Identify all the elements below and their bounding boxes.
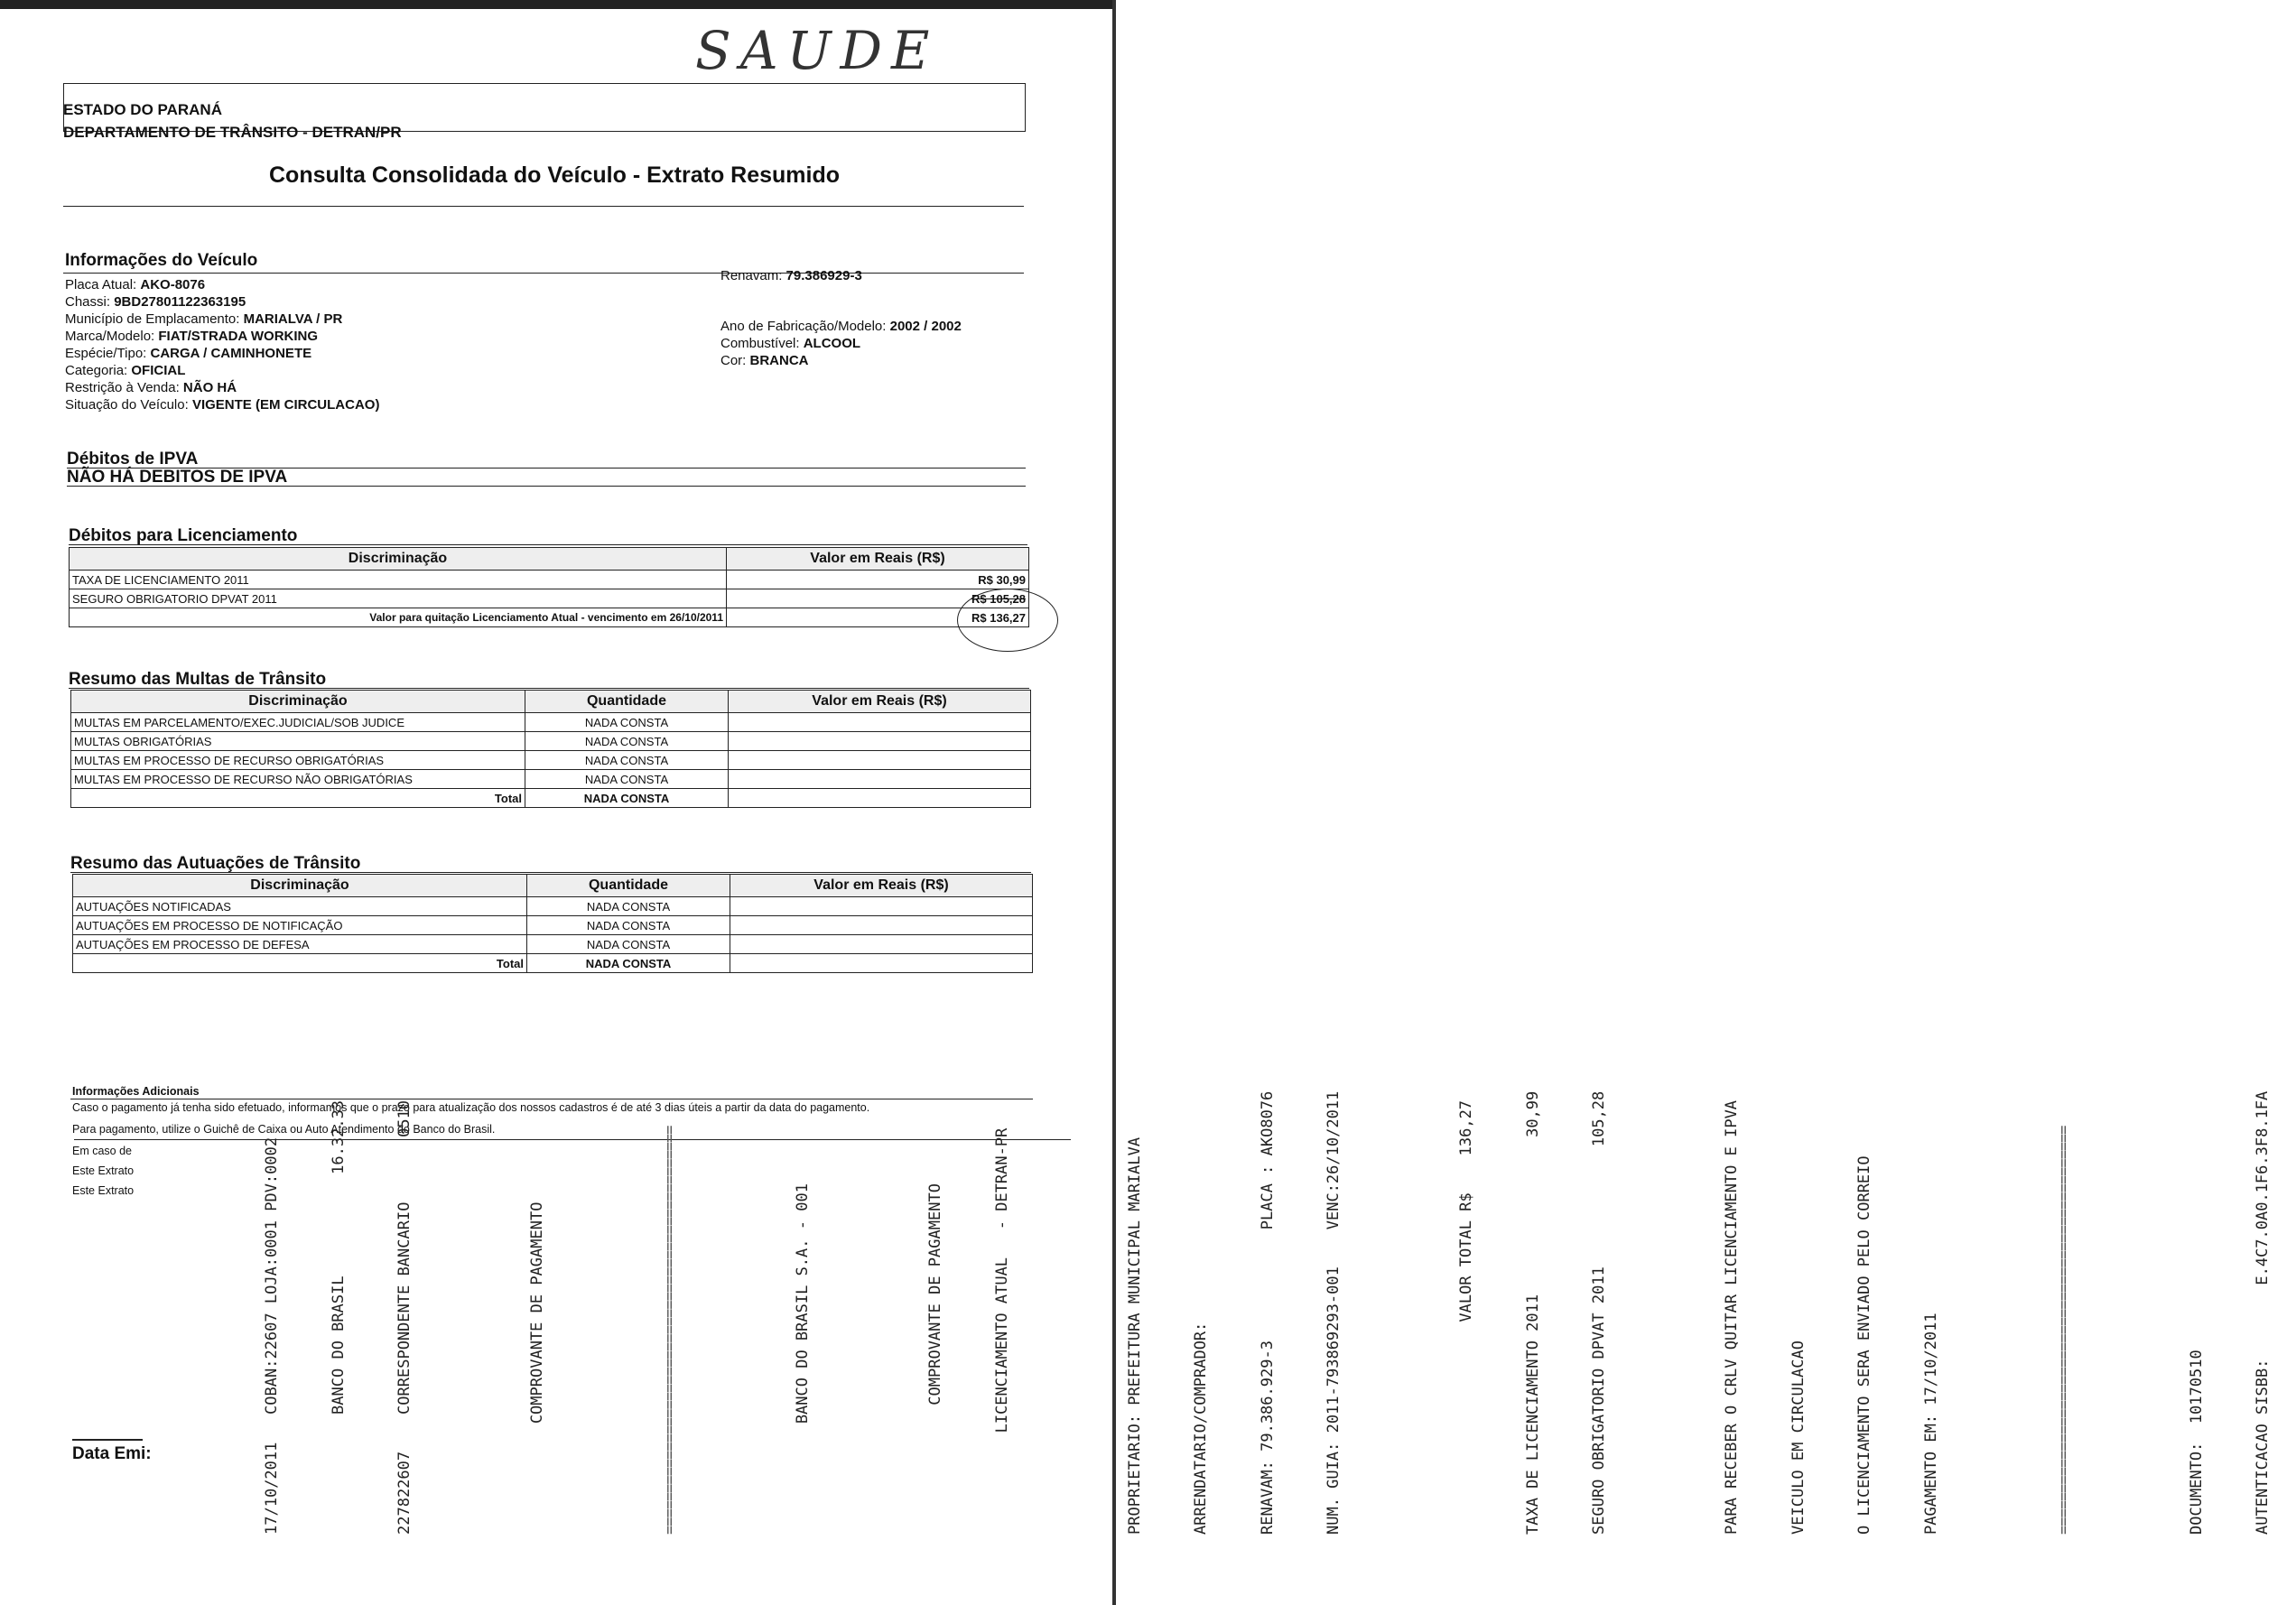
col-discriminacao: Discriminação: [70, 548, 727, 571]
vehicle-left-fields: [65, 276, 571, 413]
scan-border-top: [0, 0, 1116, 9]
row-desc: MULTAS EM PARCELAMENTO/EXEC.JUDICIAL/SOB JUDICE: [71, 713, 525, 732]
divider: [69, 544, 1027, 545]
field-chassi: Chassi: 9BD27801122363195: [65, 294, 246, 310]
receipt-separator: =================================================: [2054, 1126, 2073, 1535]
row-valor: [730, 897, 1033, 916]
table-row: [70, 589, 1029, 608]
receipt-line: 17/10/2011 COBAN:22607 LOJA:0001 PDV:0002: [263, 1136, 281, 1535]
row-valor: [729, 732, 1031, 751]
receipt-line: COMPROVANTE DE PAGAMENTO: [926, 1183, 944, 1535]
receipt-line: BANCO DO BRASIL 16.32.33: [329, 1099, 348, 1535]
handwritten-note: SAUDE: [695, 20, 939, 81]
total-qtd: NADA CONSTA: [527, 954, 730, 973]
col-discriminacao: Discriminação: [73, 875, 527, 897]
receipt-line: VALOR TOTAL R$ 136,27: [1457, 1099, 1475, 1535]
row-desc: SEGURO OBRIGATORIO DPVAT 2011: [70, 589, 727, 608]
divider: [63, 206, 1024, 207]
receipt-line: BANCO DO BRASIL S.A. - 001: [794, 1183, 812, 1535]
col-discriminacao: Discriminação: [71, 691, 525, 713]
divider: [63, 273, 1024, 274]
field-situacao: Situação do Veículo: VIGENTE (EM CIRCULACAO): [65, 397, 380, 413]
receipt-line: VEICULO EM CIRCULACAO: [1789, 1341, 1808, 1535]
licenciamento-section-title: Débitos para Licenciamento: [69, 526, 298, 545]
data-emissao-label: Data Emi:: [72, 1444, 152, 1463]
col-valor: Valor em Reais (R$): [729, 691, 1031, 713]
autuacoes-table: [72, 874, 1033, 973]
table-header: [70, 548, 1029, 571]
table-row: [71, 713, 1031, 732]
field-categoria: Categoria: OFICIAL: [65, 363, 186, 378]
total-value: R$ 136,27: [727, 608, 1029, 627]
field-municipio: Município de Emplacamento: MARIALVA / PR: [65, 311, 343, 327]
row-qtd: NADA CONSTA: [525, 770, 729, 789]
divider: [67, 486, 1026, 487]
receipt-line: ARRENDATARIO/COMPRADOR:: [1192, 1322, 1210, 1535]
receipt-line: AUTENTICACAO SISBB: E.4C7.0A0.1F6.3F8.1FA: [2254, 1090, 2272, 1535]
table-row: [71, 732, 1031, 751]
receipt-line: [460, 1029, 483, 1535]
ipva-status: NÃO HÁ DEBITOS DE IPVA: [67, 468, 288, 487]
field-placa: Placa Atual: AKO-8076: [65, 277, 206, 292]
row-valor: R$ 30,99: [727, 571, 1029, 589]
table-row: [73, 897, 1033, 916]
divider: [72, 1439, 143, 1441]
field-especie-tipo: Espécie/Tipo: CARGA / CAMINHONETE: [65, 346, 312, 361]
table-header: [73, 875, 1033, 897]
col-valor: Valor em Reais (R$): [727, 548, 1029, 571]
table-row: [71, 770, 1031, 789]
divider: [69, 688, 1029, 689]
row-desc: TAXA DE LICENCIAMENTO 2011: [70, 571, 727, 589]
field-marca-modelo: Marca/Modelo: FIAT/STRADA WORKING: [65, 329, 319, 344]
row-valor: [729, 751, 1031, 770]
receipt-line: [1390, 1029, 1412, 1535]
hand-drawn-circle: [957, 589, 1058, 652]
total-label: Valor para quitação Licenciamento Atual - vencimento em 26/10/2011: [70, 608, 727, 627]
info-line-1: Caso o pagamento já tenha sido efetuado, informamos que o prazo para atualização dos nossos cadastros é de até 3 dias úteis a partir da data do pagamento.: [72, 1101, 870, 1114]
receipt-line: [1986, 1029, 2009, 1535]
row-qtd: NADA CONSTA: [525, 751, 729, 770]
table-header: [71, 691, 1031, 713]
receipt-line: TAXA DE LICENCIAMENTO 2011 30,99: [1523, 1090, 1542, 1535]
total-valor: [730, 954, 1033, 973]
total-label: Total: [71, 789, 525, 808]
row-qtd: NADA CONSTA: [527, 897, 730, 916]
row-valor: [730, 935, 1033, 954]
table-total-row: [70, 608, 1029, 627]
row-qtd: NADA CONSTA: [525, 713, 729, 732]
receipt-line: O LICENCIAMENTO SERA ENVIADO PELO CORREIO: [1855, 1155, 1873, 1535]
info-line-4: Este Extrato: [72, 1164, 135, 1177]
licenciamento-table: [69, 547, 1029, 627]
row-desc: AUTUAÇÕES EM PROCESSO DE NOTIFICAÇÃO: [73, 916, 527, 935]
header-state: ESTADO DO PARANÁ: [63, 101, 222, 118]
col-quantidade: Quantidade: [525, 691, 729, 713]
struck-value: R$ 105,28: [971, 591, 1026, 606]
info-line-2: Para pagamento, utilize o Guichê de Caixa ou Auto Atendimento do Banco do Brasil.: [72, 1123, 496, 1136]
table-row: [73, 935, 1033, 954]
receipt-separator: =================================================: [661, 1126, 679, 1535]
autuacoes-section-title: Resumo das Autuações de Trânsito: [70, 854, 361, 873]
total-valor: [729, 789, 1031, 808]
row-valor: [729, 770, 1031, 789]
receipt-line: COMPROVANTE DE PAGAMENTO: [528, 1201, 546, 1535]
receipt-line: [726, 1029, 748, 1535]
total-qtd: NADA CONSTA: [525, 789, 729, 808]
table-total-row: [73, 954, 1033, 973]
receipt-line: PARA RECEBER O CRLV QUITAR LICENCIAMENTO E IPVA: [1723, 1099, 1741, 1535]
row-desc: MULTAS EM PROCESSO DE RECURSO OBRIGATÓRIAS: [71, 751, 525, 770]
row-valor: [730, 916, 1033, 935]
row-desc: MULTAS EM PROCESSO DE RECURSO NÃO OBRIGATÓRIAS: [71, 770, 525, 789]
receipt-line: [859, 1029, 881, 1535]
receipt-line: SEGURO OBRIGATORIO DPVAT 2011 105,28: [1590, 1090, 1608, 1535]
receipt-line: [593, 1029, 616, 1535]
receipt-line: PROPRIETARIO: PREFEITURA MUNICIPAL MARIALVA: [1125, 1136, 1144, 1535]
receipt-line: DOCUMENTO: 10170510: [2187, 1350, 2206, 1535]
info-line-5: Este Extrato: [72, 1184, 135, 1197]
field-cor: Cor: BRANCA: [720, 353, 809, 368]
vehicle-section-title: Informações do Veículo: [65, 251, 258, 270]
field-renavam: Renavam: 79.386929-3: [720, 268, 862, 283]
multas-table: [70, 690, 1031, 808]
row-qtd: NADA CONSTA: [527, 935, 730, 954]
receipt-line: [1057, 1029, 1080, 1535]
header-department: DEPARTAMENTO DE TRÂNSITO - DETRAN/PR: [63, 124, 402, 141]
row-desc: AUTUAÇÕES EM PROCESSO DE DEFESA: [73, 935, 527, 954]
col-quantidade: Quantidade: [527, 875, 730, 897]
row-desc: MULTAS OBRIGATÓRIAS: [71, 732, 525, 751]
ipva-section-title: Débitos de IPVA: [67, 450, 199, 469]
table-row: [73, 916, 1033, 935]
receipt-line: [1655, 1029, 1678, 1535]
field-restricao: Restrição à Venda: NÃO HÁ: [65, 380, 237, 395]
multas-section-title: Resumo das Multas de Trânsito: [69, 670, 327, 689]
info-line-3: Em caso de: [72, 1145, 133, 1157]
receipt-line: NUM. GUIA: 2011-793869293-001 VENC:26/10/2011: [1325, 1090, 1343, 1535]
total-label: Total: [73, 954, 527, 973]
table-row: [71, 751, 1031, 770]
col-valor: Valor em Reais (R$): [730, 875, 1033, 897]
receipt-line: [2119, 1029, 2142, 1535]
field-ano: Ano de Fabricação/Modelo: 2002 / 2002: [720, 319, 962, 334]
row-valor: [729, 713, 1031, 732]
divider: [70, 872, 1031, 873]
table-row: [70, 571, 1029, 589]
row-desc: AUTUAÇÕES NOTIFICADAS: [73, 897, 527, 916]
row-qtd: NADA CONSTA: [527, 916, 730, 935]
info-title: Informações Adicionais: [72, 1085, 200, 1098]
page-title: Consulta Consolidada do Veículo - Extrato Resumido: [269, 162, 841, 188]
vehicle-right-fields: [720, 318, 962, 369]
receipt-line: LICENCIAMENTO ATUAL - DETRAN-PR: [992, 1127, 1011, 1535]
field-combustivel: Combustível: ALCOOL: [720, 336, 861, 351]
table-total-row: [71, 789, 1031, 808]
receipt-line: RENAVAM: 79.386.929-3 PLACA : AKO8076: [1258, 1090, 1277, 1535]
receipt-line: PAGAMENTO EM: 17/10/2011: [1921, 1313, 1940, 1535]
row-qtd: NADA CONSTA: [525, 732, 729, 751]
receipt-line: 227822607 CORRESPONDENTE BANCARIO 0510: [395, 1099, 414, 1535]
bank-receipt: [217, 1029, 2296, 1535]
